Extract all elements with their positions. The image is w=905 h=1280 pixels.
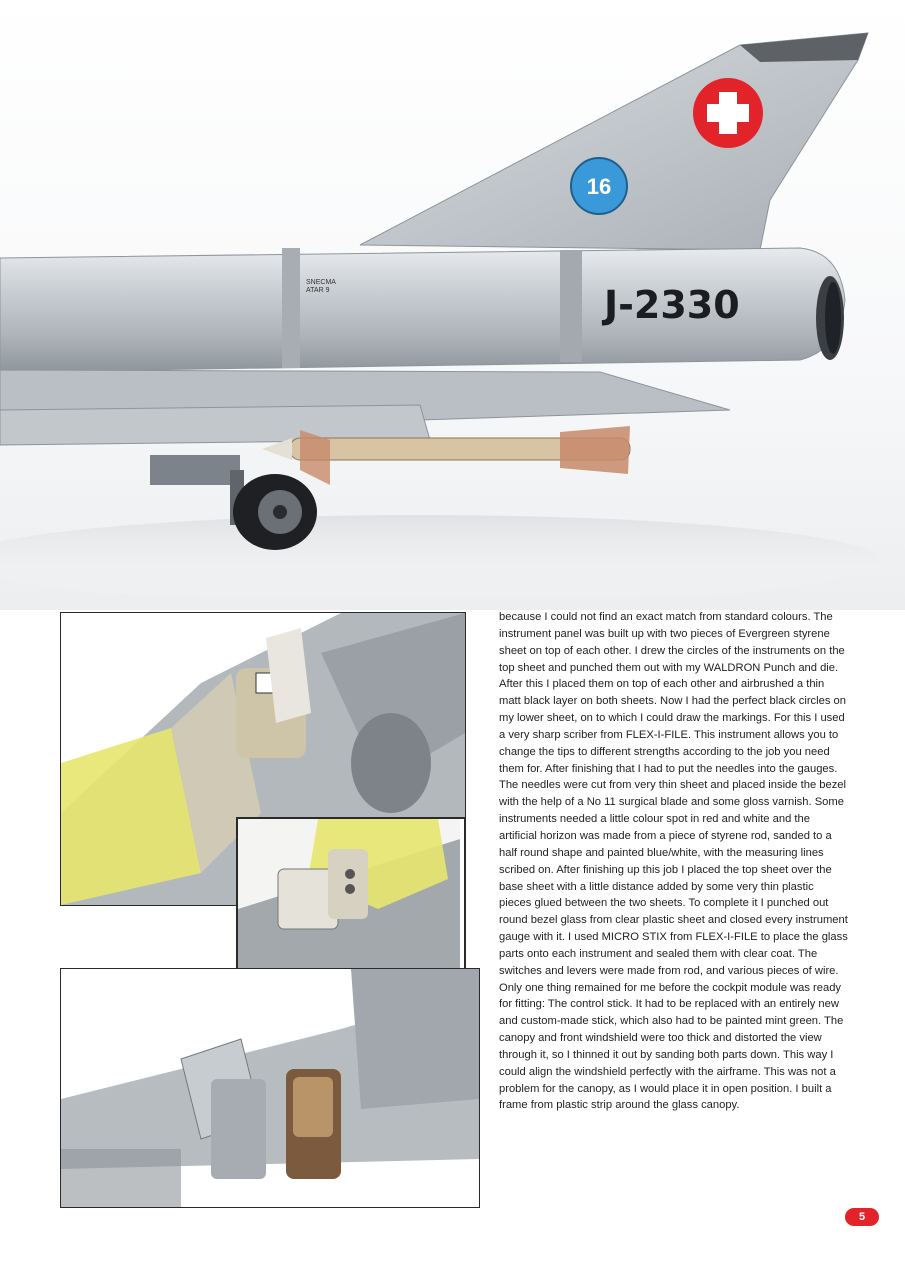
article-body-text: because I could not find an exact match from standard colours. The instrument panel was built up with two pieces of Evergreen styrene sheet on top of each other. I drew the circles of the instruments on the top sheet and punched them out with my WALDRON Punch and die. After this I placed them on top of each other and airbrushed a thin matt black layer on both sheets. Now I had the perfect black circles on my lower sheet, on to which I could draw the markings. For this I used a very sharp scriber from FLEX-I-FILE. This instrument allows you to change the tips to different strengths according to the job you need them for. After finishing that I had to put the needles into the gauges. The needles were cut from very thin sheet and placed inside the bezel with the help of a No 11 surgical blade and some gloss varnish. Some instruments needed a little colour spot in red and white and the artificial horizon was made from a piece of styrene rod, sanded to a half round shape and painted blue/white, with the measuring lines scribed on. After finishing up this job I placed the top sheet over the base sheet with a little distance added by some very thin plastic pieces glued between the two sheets. To complete it I punched out round bezel glass from clear plastic sheet and closed every instrument gauge with it. I used MICRO STIX from FLEX-I-FILE to place the glass parts onto each instrument and sealed them with clear coat. The switches and levers were made from rod, and various pieces of wire. Only one thing remained for me before the cockpit module was ready for fitting: The control stick. It had to be replaced with an entirely new and custom-made stick, which also had to be painted mint green. The canopy and front windshield were too thick and distorted the view through it, so I thinned it out by sanding both parts down. This way I could align the windshield perfectly with the airframe. This was not a problem for the canopy, as I would place it in open position. I built a frame from plastic strip around the glass canopy. [499,611,848,1112]
svg-text:16: 16 [586,174,612,199]
svg-text:SNECMA: SNECMA [306,279,336,286]
svg-text:ATAR 9: ATAR 9 [306,287,330,294]
page-number-badge: 5 [845,1208,879,1226]
aircraft-serial: J-2330 [604,283,740,327]
hero-aircraft-photo [0,0,905,610]
cockpit-tub-ejection-seat-photo [60,968,480,1208]
aircraft-illustration [0,0,905,610]
